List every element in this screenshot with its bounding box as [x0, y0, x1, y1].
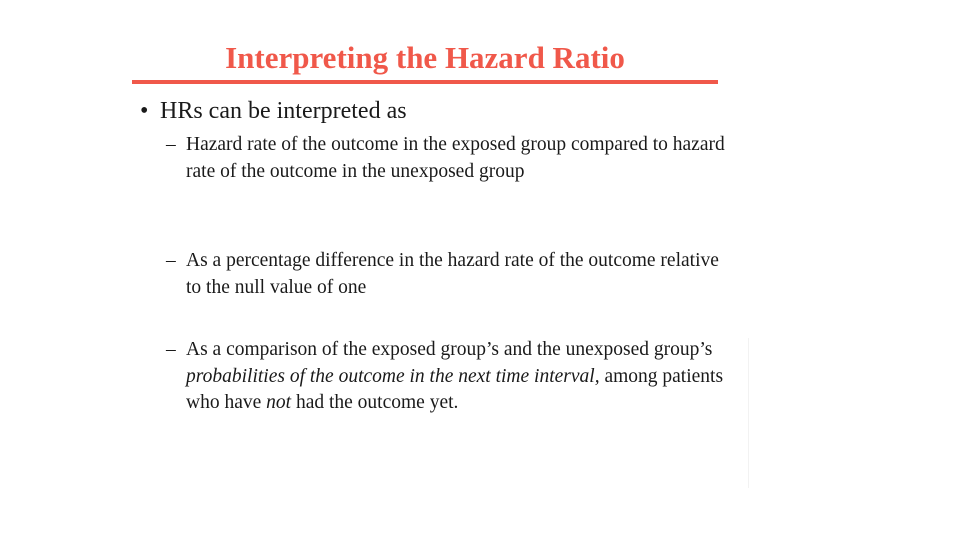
subpoint-3-part1: As a comparison of the exposed group’s and the unexposed group’s	[186, 339, 713, 360]
faint-edge-line	[748, 338, 749, 488]
subpoint-3	[166, 337, 726, 417]
subpoint-3-part2: among patients who have	[186, 365, 724, 413]
dash-marker: –	[166, 134, 176, 155]
title-underline	[132, 80, 718, 84]
subpoint-1	[166, 132, 726, 185]
subpoint-2-text: As a percentage difference in the hazard rate of the outcome relative to the null value of one	[186, 250, 719, 298]
subpoint-3-part3: had the outcome yet.	[291, 392, 459, 413]
dash-marker: –	[166, 250, 176, 271]
subpoint-1-text: Hazard rate of the outcome in the exposed group compared to hazard rate of the outcome in the unexposed group	[186, 134, 725, 182]
slide-title: Interpreting the Hazard Ratio	[225, 40, 625, 75]
bullet-marker: •	[140, 98, 149, 124]
main-bullet	[140, 96, 407, 126]
subpoint-3-italic-probabilities: probabilities of the outcome in the next time interval,	[186, 365, 600, 387]
subpoint-2	[166, 248, 726, 301]
main-bullet-text: HRs can be interpreted as	[160, 98, 407, 124]
subpoint-3-italic-not: not	[266, 392, 292, 413]
subpoint-3-text	[186, 337, 726, 417]
dash-marker: –	[166, 339, 176, 360]
